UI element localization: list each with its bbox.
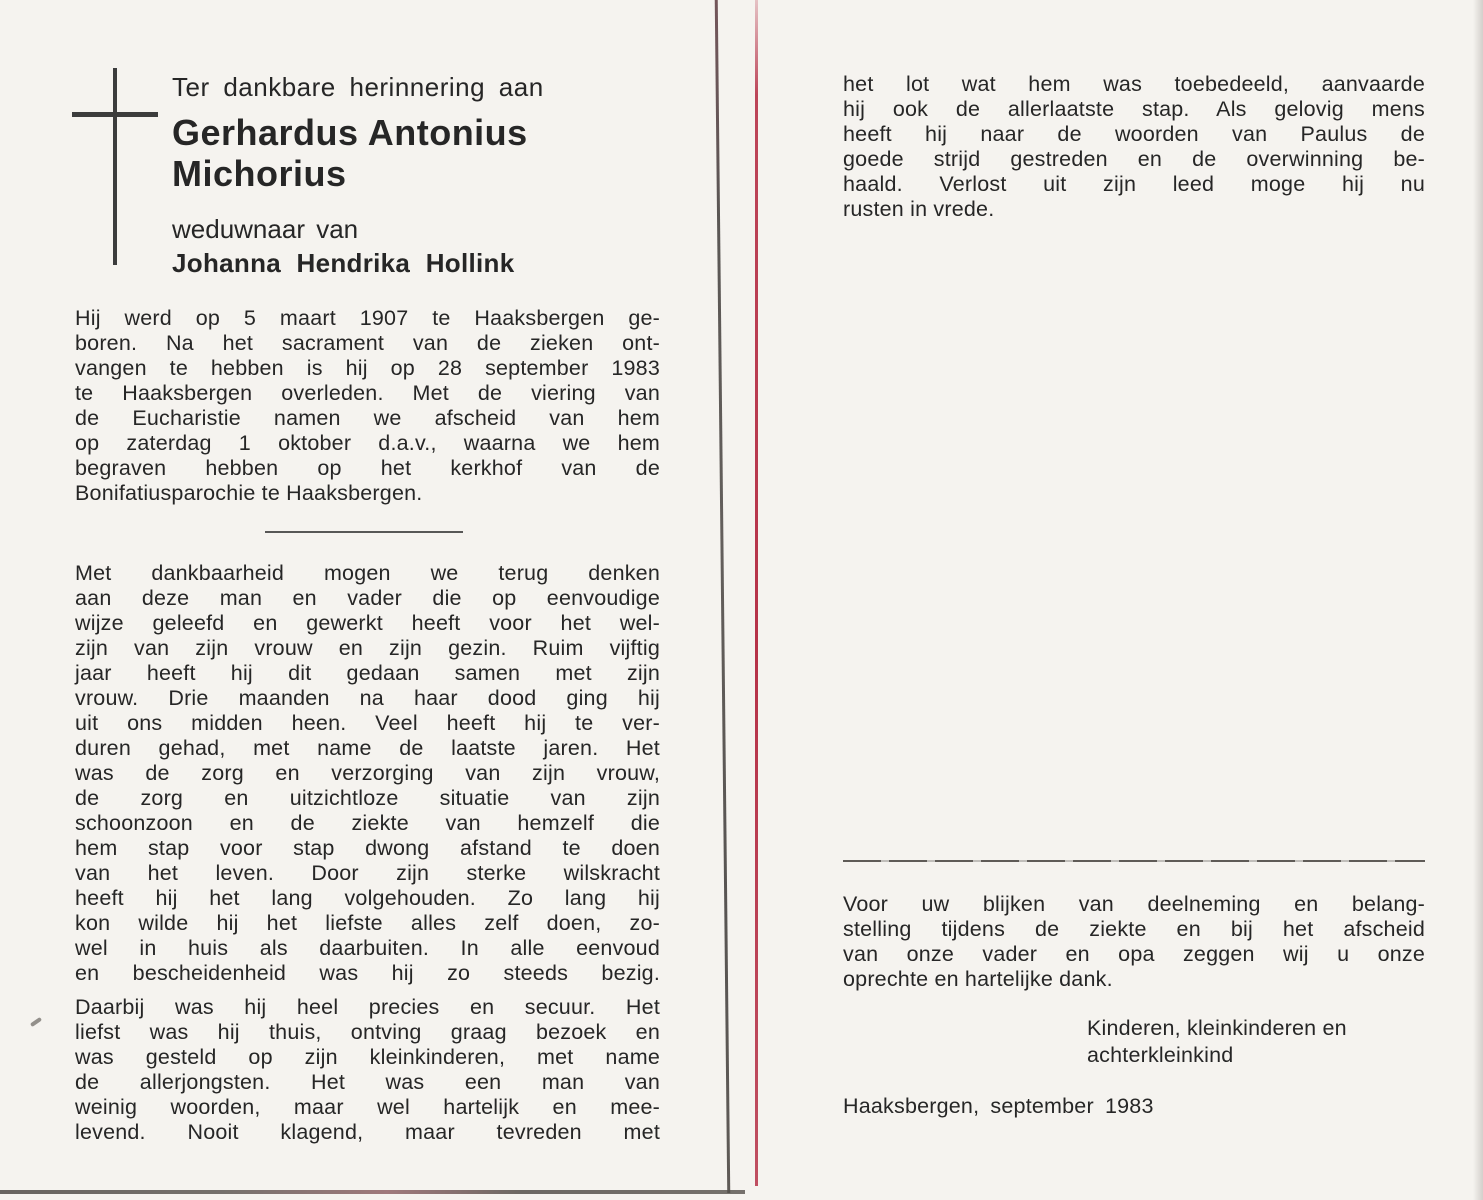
text-line: van het leven. Door zijn sterke wilskracht (75, 861, 660, 885)
text-line: achterkleinkind (1087, 1043, 1234, 1067)
text-line: was de zorg en verzorging van zijn vrouw, (75, 761, 660, 785)
fold-line-red (755, 0, 758, 1186)
text-line: zijn van zijn vrouw en zijn gezin. Ruim vijftig (75, 636, 660, 660)
text-line: begraven hebben op het kerkhof van de (75, 456, 660, 480)
section-divider (265, 531, 463, 533)
spouse-name: Johanna Hendrika Hollink (172, 248, 515, 278)
text-line: Michorius (172, 153, 347, 194)
text-line: goede strijd gestreden en de overwinning be- (843, 147, 1425, 171)
text-line: vangen te hebben is hij op 28 september 1983 (75, 356, 660, 380)
text-line: Daarbij was hij heel precies en secuur. Het (75, 995, 660, 1019)
text-line: Kinderen, kleinkinderen en (1087, 1016, 1347, 1040)
scan-artifact-mark (30, 1017, 42, 1027)
birth-death-paragraph (75, 306, 660, 506)
text-line: van onze vader en opa zeggen wij u onze (843, 942, 1425, 966)
text-line: Bonifatiusparochie te Haaksbergen. (75, 481, 423, 505)
text-line: weinig woorden, maar wel hartelijk en mee- (75, 1095, 660, 1119)
text-line: duren gehad, met name de laatste jaren. Het (75, 736, 660, 760)
text-line: Met dankbaarheid mogen we terug denken (75, 561, 660, 585)
signature-block (1087, 1015, 1425, 1069)
text-line: Hij werd op 5 maart 1907 te Haaksbergen ge- (75, 306, 660, 330)
text-line: levend. Nooit klagend, maar tevreden met (75, 1120, 660, 1144)
card-header (172, 0, 660, 278)
continuation-paragraph (843, 0, 1425, 222)
text-line: te Haaksbergen overleden. Met de viering van (75, 381, 660, 405)
text-line: boren. Na het sacrament van de zieken ont- (75, 331, 660, 355)
text-line: jaar heeft hij dit gedaan samen met zijn (75, 661, 660, 685)
text-line: Gerhardus Antonius (172, 112, 528, 153)
thanks-divider (843, 860, 1425, 862)
text-line: wel in huis als daarbuiten. In alle eenvoud (75, 936, 660, 960)
text-line: aan deze man en vader die op eenvoudige (75, 586, 660, 610)
card-bottom-edge (0, 1190, 745, 1194)
text-line: vrouw. Drie maanden na haar dood ging hij (75, 686, 660, 710)
character-paragraph (75, 995, 660, 1145)
life-story-paragraph (75, 561, 660, 986)
right-page (843, 0, 1425, 1119)
left-page (75, 0, 660, 1145)
text-line: de zorg en uitzichtloze situatie van zijn (75, 786, 660, 810)
text-line: heeft hij het lang volgehouden. Zo lang hij (75, 886, 660, 910)
intro-line: Ter dankbare herinnering aan (172, 72, 544, 102)
text-line: was gesteld op zijn kleinkinderen, met name (75, 1045, 660, 1069)
text-line: op zaterdag 1 oktober d.a.v., waarna we hem (75, 431, 660, 455)
text-line: en bescheidenheid was hij zo steeds bezig. (75, 961, 660, 985)
text-line: de Eucharistie namen we afscheid van hem (75, 406, 660, 430)
text-line: schoonzoon en de ziekte van hemzelf die (75, 811, 660, 835)
scan-edge-shadow (1473, 0, 1483, 1200)
text-line: het lot wat hem was toebedeeld, aanvaarde (843, 72, 1425, 96)
text-line: uit ons midden heen. Veel heeft hij te ver- (75, 711, 660, 735)
relation-line: weduwnaar van (172, 214, 359, 244)
text-line: rusten in vrede. (843, 197, 995, 221)
text-line: de allerjongsten. Het was een man van (75, 1070, 660, 1094)
text-line: oprechte en hartelijke dank. (843, 967, 1113, 991)
text-line: kon wilde hij het liefste alles zelf doen, zo- (75, 911, 660, 935)
place-date-line: Haaksbergen, september 1983 (843, 1094, 1154, 1118)
text-line: stelling tijdens de ziekte en bij het afscheid (843, 917, 1425, 941)
fold-line-dark (715, 0, 730, 1193)
text-line: Voor uw blijken van deelneming en belang- (843, 892, 1425, 916)
acknowledgement-paragraph (843, 892, 1425, 992)
text-line: wijze geleefd en gewerkt heeft voor het wel- (75, 611, 660, 635)
text-line: hem stap voor stap dwong afstand te doen (75, 836, 660, 860)
cross-icon (75, 68, 165, 268)
deceased-name (172, 112, 660, 194)
cross-vertical-bar (113, 68, 117, 265)
text-line: hij ook de allerlaatste stap. Als gelovig mens (843, 97, 1425, 121)
text-line: liefst was hij thuis, ontving graag bezoek en (75, 1020, 660, 1044)
text-line: heeft hij naar de woorden van Paulus de (843, 122, 1425, 146)
cross-horizontal-bar (72, 112, 158, 117)
text-line: haald. Verlost uit zijn leed moge hij nu (843, 172, 1425, 196)
